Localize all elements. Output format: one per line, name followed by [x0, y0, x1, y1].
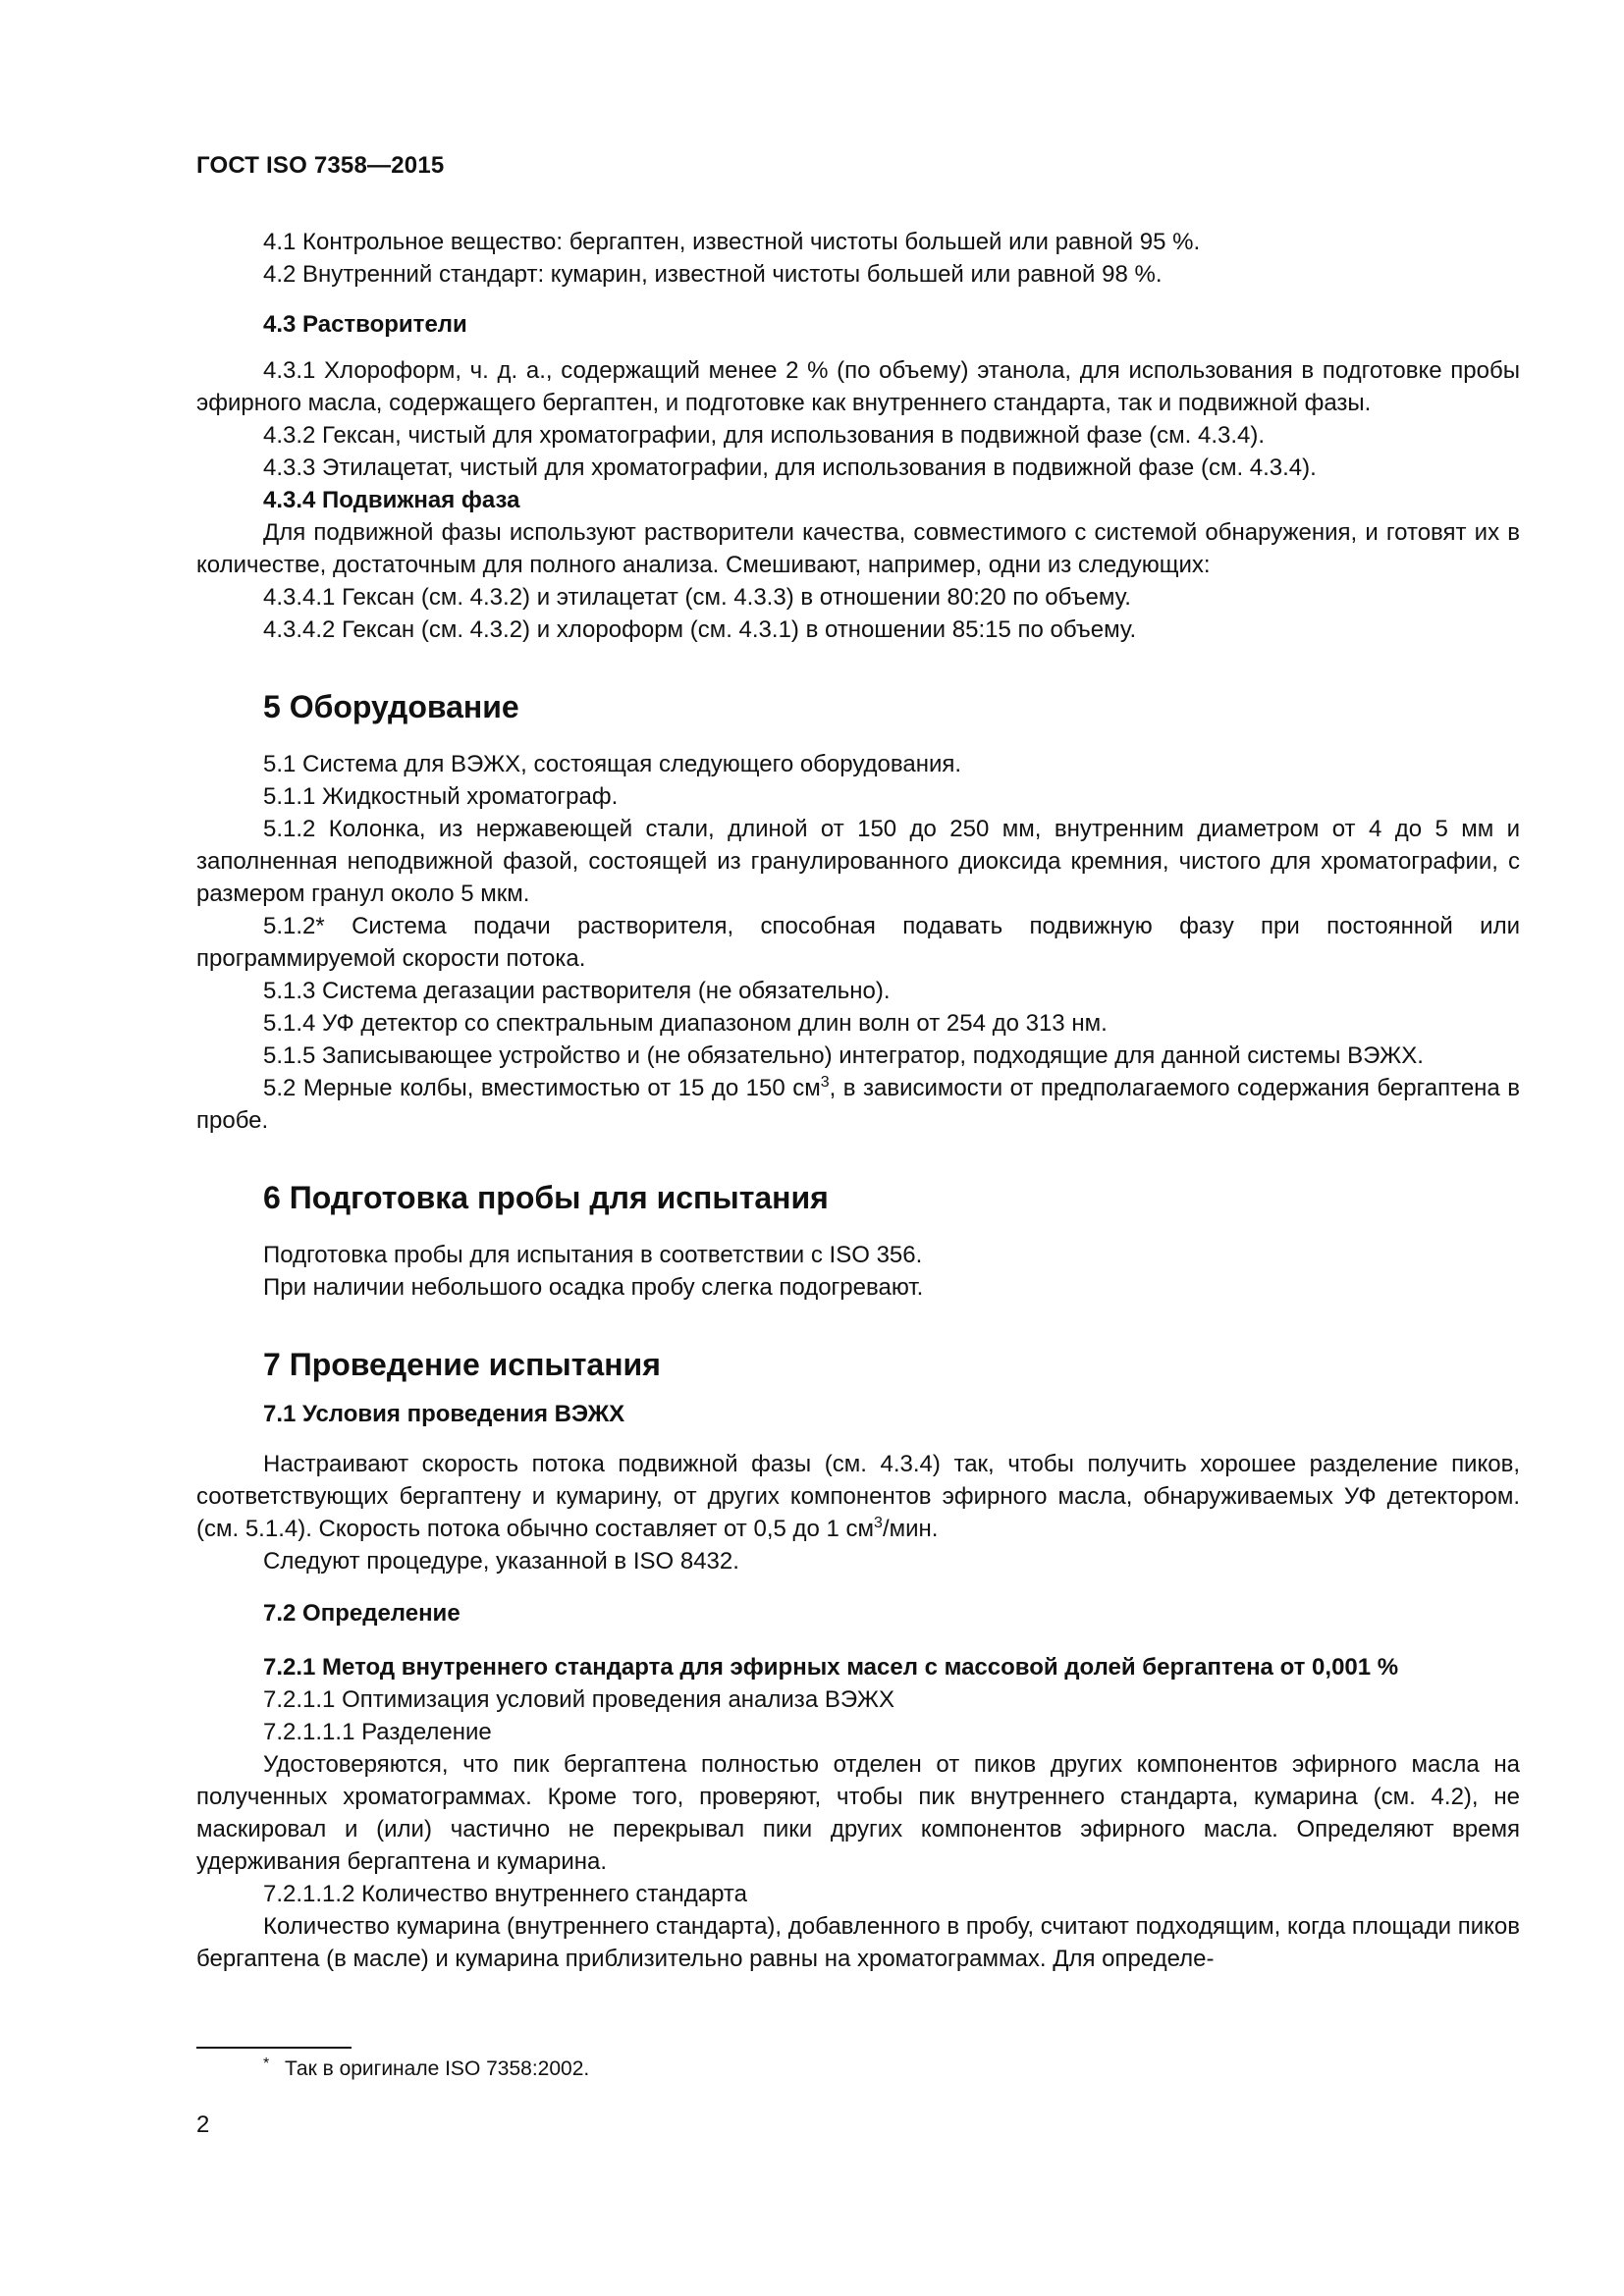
clause-quantity-text: Количество кумарина (внутреннего стандарта), добавленного в пробу, считают подходящим, когда площади пиков бергаптена (в масле) и кумарина приблизительно равны на хроматограммах. Для определе-: [196, 1913, 1520, 1972]
clause-separation-text: Удостоверяются, что пик бергаптена полностью отделен от пиков других компонентов эфирного масла на полученных хроматограммах. Кроме того, проверяют, чтобы пик внутреннего стандарта, кумарина (см. 4.2), не маскировал и (или) частично не перекрывал пики других компонентов эфирного масла. Определяют время удерживания бергаптена и кумарина.: [196, 1751, 1520, 1875]
footnote-mark: *: [263, 2056, 270, 2072]
clause-7-1-superscript: 3: [874, 1515, 883, 1531]
document-body: [196, 226, 1520, 1975]
clause-7-1-procedure: Следуют процедуре, указанной в ISO 8432.: [263, 1548, 739, 1575]
clause-7-1-text-a: Настраивают скорость потока подвижной фазы (см. 4.3.4) так, чтобы получить хорошее разделение пиков, соответствующих бергаптену и кумарину, от других компонентов эфирного масла, обнаруживаемых УФ детектором. (см. 5.1.4). Скорость потока обычно составляет от 0,5 до 1 см: [196, 1451, 1520, 1542]
clause-5-2-text-a: 5.2 Мерные колбы, вместимостью от 15 до 150 см: [263, 1075, 821, 1101]
clause-4-3-4-2: 4.3.4.2 Гексан (см. 4.3.2) и хлороформ (см. 4.3.1) в отношении 85:15 по объему.: [263, 616, 1137, 643]
clause-5-1-2: 5.1.2 Колонка, из нержавеющей стали, длиной от 150 до 250 мм, внутренним диаметром от 4 до 5 мм и заполненная неподвижной фазой, состоящей из гранулированного диоксида кремния, чистого для хроматографии, с размером гранул около 5 мкм.: [196, 816, 1520, 907]
clause-4-3-4-1: 4.3.4.1 Гексан (см. 4.3.2) и этилацетат (см. 4.3.3) в отношении 80:20 по объему.: [263, 584, 1131, 611]
clause-5-1: 5.1 Система для ВЭЖХ, состоящая следующего оборудования.: [263, 751, 962, 777]
section-6-para-2: При наличии небольшого осадка пробу слегка подогревают.: [263, 1274, 924, 1301]
clause-5-2-text-b: , в зависимости от предполагаемого содержания бергаптена в пробе.: [196, 1075, 1521, 1134]
clause-7-2-1-1: 7.2.1.1 Оптимизация условий проведения анализа ВЭЖХ: [263, 1686, 894, 1713]
clause-4-1: 4.1 Контрольное вещество: бергаптен, известной чистоты большей или равной 95 %.: [263, 229, 1201, 255]
heading-4-3-4: 4.3.4 Подвижная фаза: [263, 487, 520, 513]
clause-4-3-3: 4.3.3 Этилацетат, чистый для хроматографии, для использования в подвижной фазе (см. 4.3.4).: [263, 454, 1317, 481]
clause-7-2-1-1-2: 7.2.1.1.2 Количество внутреннего стандарта: [263, 1881, 747, 1907]
clause-7-2-1-1-1: 7.2.1.1.1 Разделение: [263, 1719, 492, 1745]
section-7-heading: 7 Проведение испытания: [263, 1347, 661, 1382]
clause-4-3-1: 4.3.1 Хлороформ, ч. д. а., содержащий менее 2 % (по объему) этанола, для использования в подготовке пробы эфирного масла, содержащего бергаптен, и подготовке как внутреннего стандарта, так и подвижной фазы.: [196, 357, 1520, 416]
page-number: 2: [196, 2111, 210, 2138]
section-6-para-1: Подготовка пробы для испытания в соответствии с ISO 356.: [263, 1242, 923, 1268]
footnote-divider: [196, 2047, 352, 2049]
clause-5-1-2-star: 5.1.2* Система подачи растворителя, способная подавать подвижную фазу при постоянной или программируемой скорости потока.: [196, 913, 1520, 972]
heading-4-3: 4.3 Растворители: [263, 311, 467, 338]
clause-7-1-text-b: /мин.: [882, 1516, 939, 1542]
clause-5-1-4: 5.1.4 УФ детектор со спектральным диапазоном длин волн от 254 до 313 нм.: [263, 1010, 1108, 1037]
heading-7-1: 7.1 Условия проведения ВЭЖХ: [263, 1401, 625, 1427]
clause-5-2-superscript: 3: [820, 1074, 830, 1091]
footnote-text: Так в оригинале ISO 7358:2002.: [285, 2057, 590, 2080]
clause-5-1-3: 5.1.3 Система дегазации растворителя (не обязательно).: [263, 978, 891, 1004]
heading-7-2-1: 7.2.1 Метод внутреннего стандарта для эфирных масел с массовой долей бергаптена от 0,001 %: [263, 1654, 1399, 1681]
running-header: ГОСТ ISO 7358—2015: [196, 152, 445, 179]
clause-5-2: [196, 1072, 1520, 1137]
section-5-heading: 5 Оборудование: [263, 689, 519, 724]
clause-5-1-5: 5.1.5 Записывающее устройство и (не обязательно) интегратор, подходящие для данной системы ВЭЖХ.: [263, 1042, 1424, 1069]
heading-7-2: 7.2 Определение: [263, 1600, 460, 1627]
clause-4-3-2: 4.3.2 Гексан, чистый для хроматографии, для использования в подвижной фазе (см. 4.3.4).: [263, 422, 1266, 449]
clause-4-2: 4.2 Внутренний стандарт: кумарин, известной чистоты большей или равной 98 %.: [263, 261, 1163, 288]
clause-4-3-4-text: Для подвижной фазы используют растворители качества, совместимого с системой обнаружения, и готовят их в количестве, достаточным для полного анализа. Смешивают, например, одни из следующих:: [196, 519, 1520, 578]
footnote: [263, 2056, 589, 2083]
clause-5-1-1: 5.1.1 Жидкостный хроматограф.: [263, 783, 619, 810]
document-page: [196, 0, 1520, 2296]
clause-7-1-text: [196, 1448, 1520, 1545]
section-6-heading: 6 Подготовка пробы для испытания: [263, 1180, 829, 1215]
